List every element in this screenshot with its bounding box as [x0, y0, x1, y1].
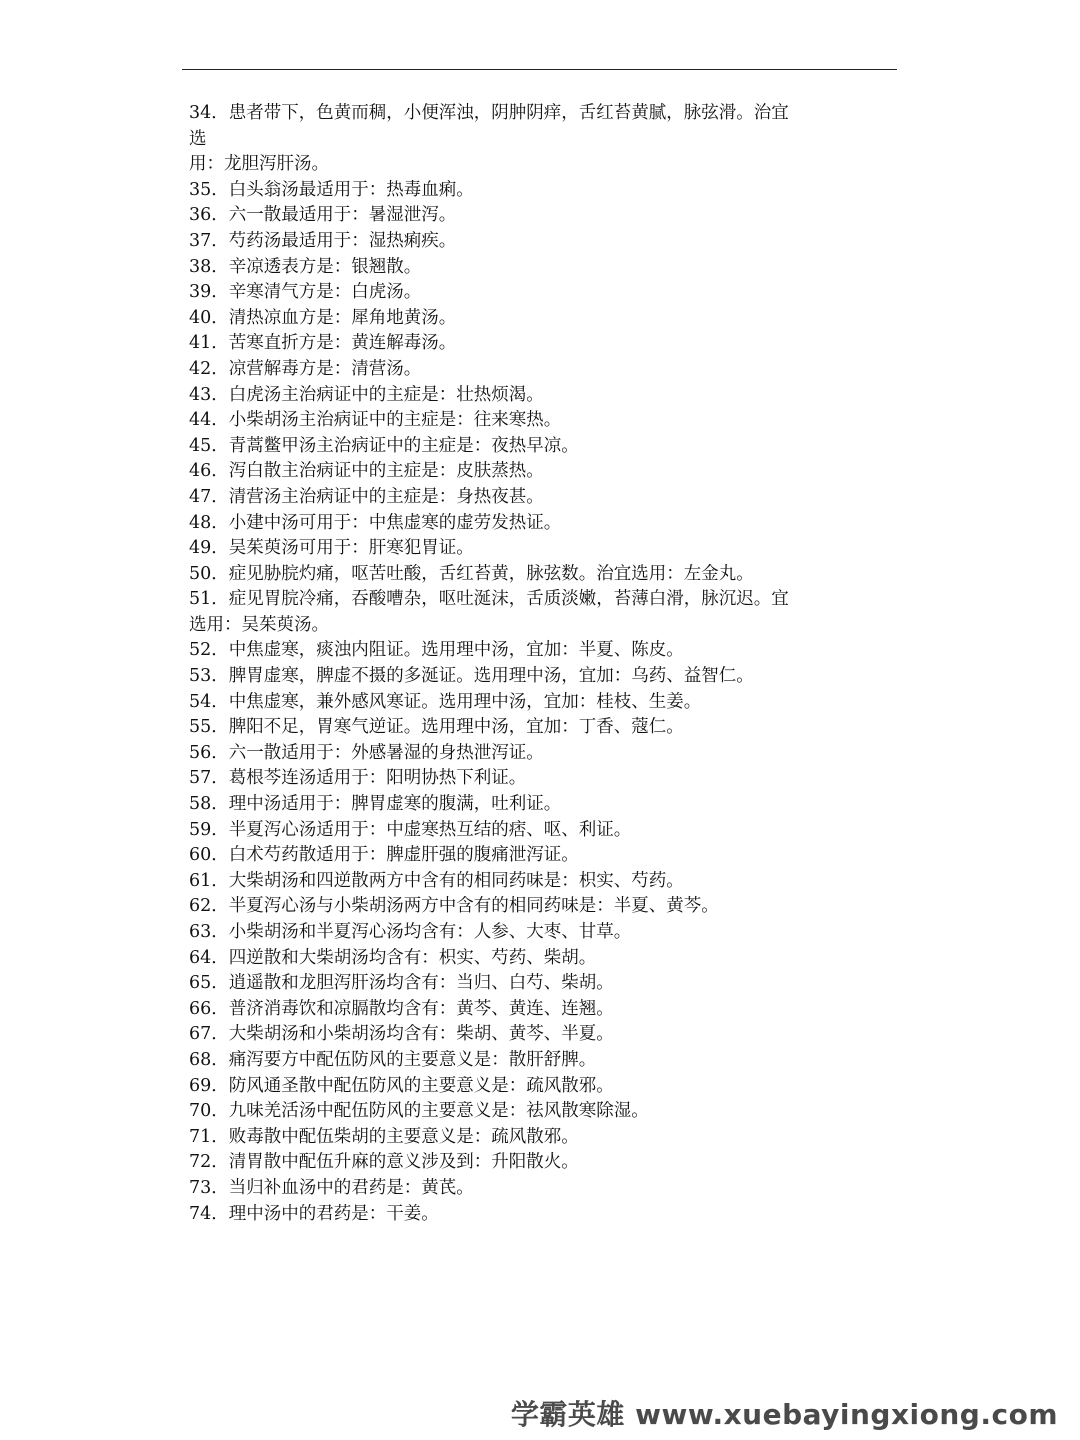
- text-line: 选用：吴茱萸汤。: [189, 614, 329, 635]
- text-line: 70．九味羌活汤中配伍防风的主要意义是：祛风散寒除湿。: [189, 1101, 649, 1122]
- text-line: 39．辛寒清气方是：白虎汤。: [189, 282, 422, 303]
- text-line: 38．辛凉透表方是：银翘散。: [189, 256, 422, 277]
- text-line: 61．大柴胡汤和四逆散两方中含有的相同药味是：枳实、芍药。: [189, 870, 684, 891]
- text-line: 44．小柴胡汤主治病证中的主症是：往来寒热。: [189, 410, 562, 431]
- text-line: 73．当归补血汤中的君药是：黄芪。: [189, 1177, 474, 1198]
- text-line: 66．普济消毒饮和凉膈散均含有：黄芩、黄连、连翘。: [189, 998, 614, 1019]
- text-line: 41．苦寒直折方是：黄连解毒汤。: [189, 333, 457, 354]
- text-line: 72．清胃散中配伍升麻的意义涉及到：升阳散火。: [189, 1152, 579, 1173]
- text-line: 57．葛根芩连汤适用于：阳明协热下利证。: [189, 768, 527, 789]
- text-line: 69．防风通圣散中配伍防风的主要意义是：疏风散邪。: [189, 1075, 614, 1096]
- text-line: 49．吴茱萸汤可用于：肝寒犯胃证。: [189, 538, 474, 559]
- text-line: 71．败毒散中配伍柴胡的主要意义是：疏风散邪。: [189, 1126, 579, 1147]
- text-line: 53．脾胃虚寒，脾虚不摄的多涎证。选用理中汤，宜加：乌药、益智仁。: [189, 666, 754, 687]
- text-line: 68．痛泻要方中配伍防风的主要意义是：散肝舒脾。: [189, 1049, 597, 1070]
- text-line: 63．小柴胡汤和半夏泻心汤均含有：人参、大枣、甘草。: [189, 922, 632, 942]
- header-rule: [182, 69, 897, 70]
- text-line: 36．六一散最适用于：暑湿泄泻。: [189, 205, 457, 226]
- text-line: 37．芍药汤最适用于：湿热痢疾。: [189, 230, 457, 251]
- text-line: 43．白虎汤主治病证中的主症是：壮热烦渴。: [189, 384, 544, 405]
- text-line: 74．理中汤中的君药是：干姜。: [189, 1203, 439, 1224]
- text-line: 34．患者带下，色黄而稠，小便浑浊，阴肿阴痒，舌红苔黄腻，脉弦滑。治宜: [189, 103, 789, 123]
- site-watermark: 学霸英雄 www.xuebayingxiong.com: [510, 1398, 1058, 1431]
- text-line: 40．清热凉血方是：犀角地黄汤。: [189, 307, 457, 328]
- text-line: 62．半夏泻心汤与小柴胡汤两方中含有的相同药味是：半夏、黄芩。: [189, 896, 719, 917]
- text-line: 52．中焦虚寒，痰浊内阻证。选用理中汤，宜加：半夏、陈皮。: [189, 640, 684, 661]
- document-body: [189, 101, 891, 1227]
- text-line: 64．四逆散和大柴胡汤均含有：枳实、芍药、柴胡。: [189, 947, 597, 968]
- text-line: 65．逍遥散和龙胆泻肝汤均含有：当归、白芍、柴胡。: [189, 973, 614, 994]
- text-line: 46．泻白散主治病证中的主症是：皮肤蒸热。: [189, 461, 544, 482]
- text-line: 48．小建中汤可用于：中焦虚寒的虚劳发热证。: [189, 512, 562, 533]
- text-line: 47．清营汤主治病证中的主症是：身热夜甚。: [189, 486, 544, 507]
- text-line: 58．理中汤适用于：脾胃虚寒的腹满，吐利证。: [189, 794, 562, 815]
- text-line: 59．半夏泻心汤适用于：中虚寒热互结的痞、呕、利证。: [189, 819, 632, 840]
- text-line: 54．中焦虚寒，兼外感风寒证。选用理中汤，宜加：桂枝、生姜。: [189, 691, 702, 712]
- text-line: 51．症见胃脘冷痛，吞酸嘈杂，呕吐涎沫，舌质淡嫩，苔薄白滑，脉沉迟。宜: [189, 589, 789, 610]
- text-line: 35．白头翁汤最适用于：热毒血痢。: [189, 179, 474, 200]
- text-line: 50．症见胁脘灼痛，呕苦吐酸，舌红苔黄，脉弦数。治宜选用：左金丸。: [189, 563, 754, 584]
- text-line: 60．白术芍药散适用于：脾虚肝强的腹痛泄泻证。: [189, 845, 579, 866]
- text-line: 55．脾阳不足，胃寒气逆证。选用理中汤，宜加：丁香、蔻仁。: [189, 717, 684, 738]
- text-line: 45．青蒿鳖甲汤主治病证中的主症是：夜热早凉。: [189, 435, 579, 456]
- text-line: 67．大柴胡汤和小柴胡汤均含有：柴胡、黄芩、半夏。: [189, 1024, 614, 1045]
- text-line: 42．凉营解毒方是：清营汤。: [189, 358, 422, 379]
- text-line: 选: [189, 128, 207, 149]
- text-line: 用：龙胆泻肝汤。: [189, 154, 329, 175]
- text-line: 56．六一散适用于：外感暑湿的身热泄泻证。: [189, 742, 544, 763]
